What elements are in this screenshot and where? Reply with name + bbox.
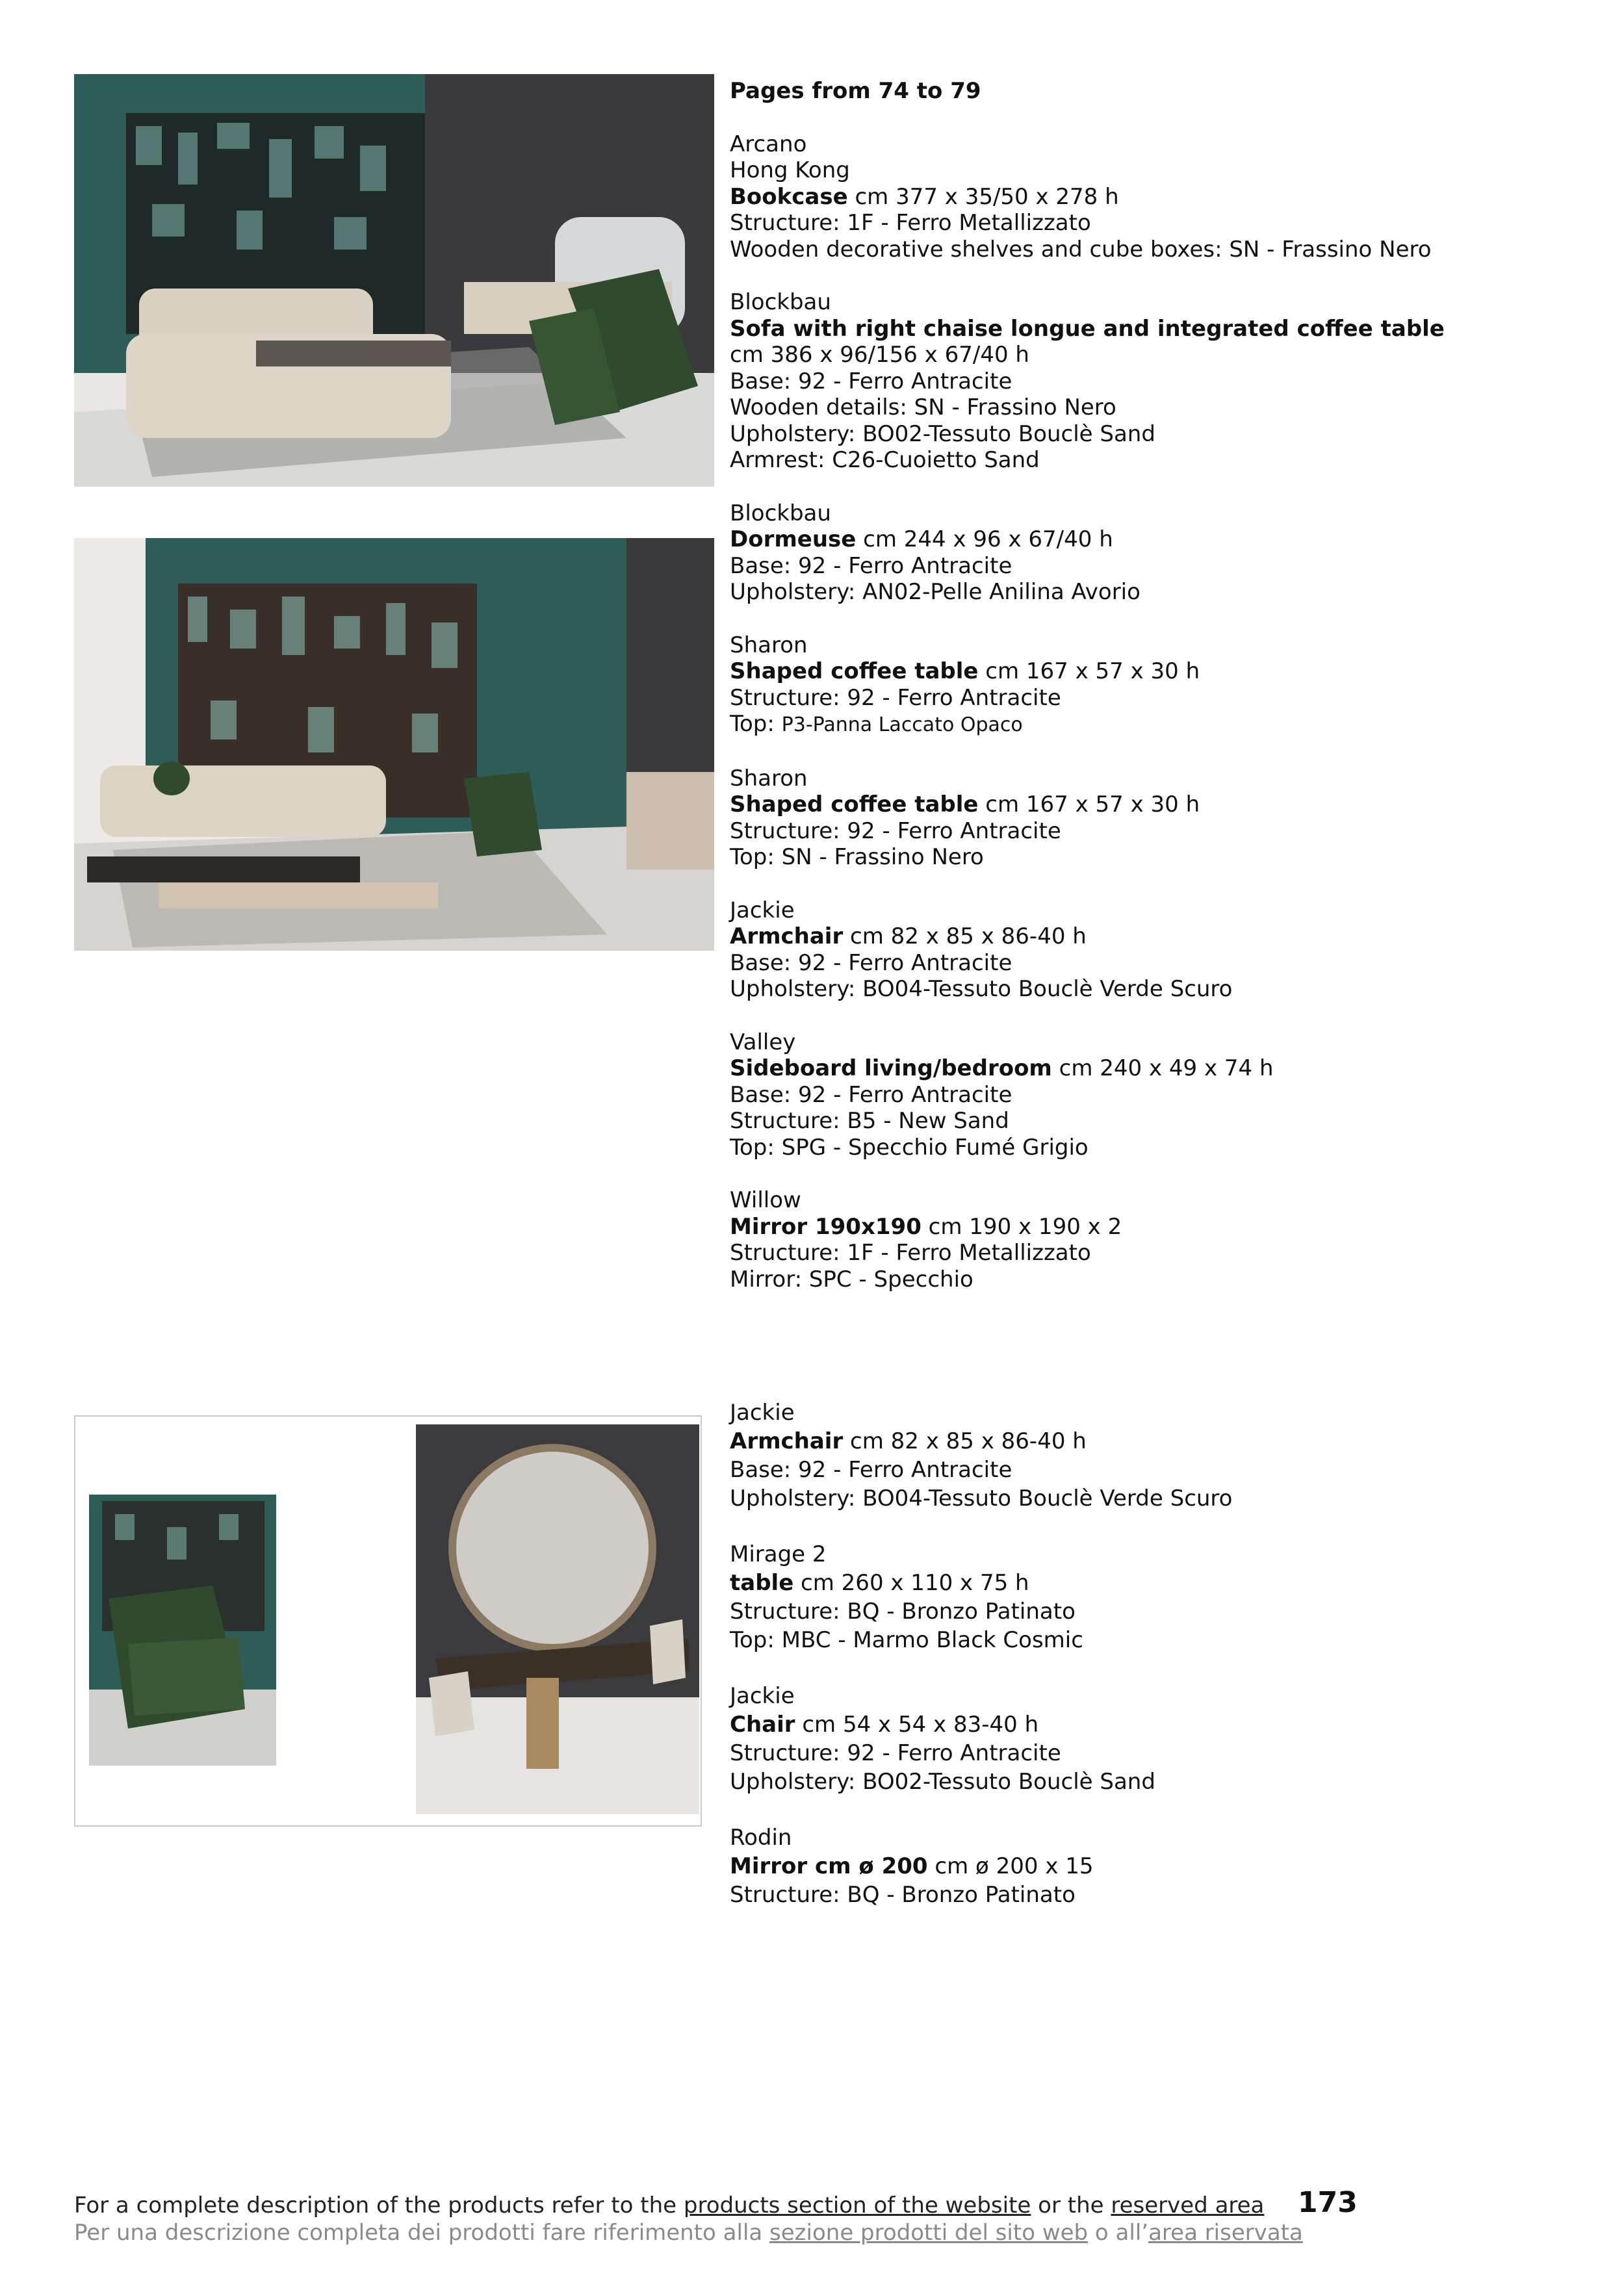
product-spec: Top: SPG - Specchio Fumé Grigio — [730, 1134, 1089, 1161]
text-column-1 — [730, 78, 1542, 1292]
photo-dining-table-mirror — [416, 1424, 699, 1814]
product-entry-jackie-chair — [730, 1682, 1542, 1796]
product-name: Chair — [730, 1712, 795, 1738]
product-spec-value: P3-Panna Laccato Opaco — [781, 713, 1023, 736]
product-entry-blockbau-dormeuse — [730, 500, 1542, 606]
product-brand: Jackie — [730, 897, 795, 923]
product-name: Mirror 190x190 — [730, 1213, 922, 1240]
product-spec-label: Top: — [730, 711, 782, 737]
product-dimensions: cm 377 x 35/50 x 278 h — [847, 183, 1119, 210]
product-spec: Structure: 1F - Ferro Metallizzato — [730, 210, 1091, 236]
product-brand: Willow — [730, 1187, 801, 1213]
product-entry-willow — [730, 1187, 1542, 1292]
product-brand: Rodin — [730, 1825, 792, 1851]
product-spec: Armrest: C26-Cuoietto Sand — [730, 447, 1040, 473]
pages-header: Pages from 74 to 79 — [730, 78, 981, 104]
product-brand: Jackie — [730, 1400, 795, 1426]
text-column-2 — [730, 1398, 1542, 1909]
reserved-area-link[interactable]: reserved area — [1111, 2192, 1265, 2218]
product-entry-sharon-1 — [730, 632, 1542, 739]
product-entry-sharon-2 — [730, 765, 1542, 871]
product-spec: Base: 92 - Ferro Antracite — [730, 949, 1012, 976]
product-entry-rodin — [730, 1823, 1542, 1909]
product-spec: Structure: 1F - Ferro Metallizzato — [730, 1240, 1091, 1266]
product-dimensions: cm 240 x 49 x 74 h — [1051, 1055, 1274, 1081]
product-brand: Blockbau — [730, 289, 831, 315]
product-brand: Valley — [730, 1029, 796, 1055]
product-spec: Structure: 92 - Ferro Antracite — [730, 1740, 1061, 1766]
product-spec: Base: 92 - Ferro Antracite — [730, 1081, 1012, 1108]
area-riservata-link[interactable]: area riservata — [1148, 2220, 1303, 2246]
product-dimensions: cm 386 x 96/156 x 67/40 h — [730, 342, 1029, 368]
product-brand: Blockbau — [730, 500, 831, 526]
product-spec: Structure: 92 - Ferro Antracite — [730, 817, 1061, 844]
product-spec: Upholstery: BO04-Tessuto Bouclè Verde Scuro — [730, 1485, 1233, 1511]
product-entry-jackie-armchair — [730, 897, 1542, 1003]
photo-living-room-bookcase — [74, 74, 714, 487]
product-spec: Wooden details: SN - Frassino Nero — [730, 394, 1116, 420]
photo-armchair-detail — [89, 1495, 276, 1766]
product-dimensions: cm 260 x 110 x 75 h — [793, 1570, 1029, 1596]
product-spec: Top: MBC - Marmo Black Cosmic — [730, 1627, 1083, 1653]
product-name: Armchair — [730, 923, 844, 949]
product-brand: Arcano — [730, 131, 807, 157]
product-spec: Upholstery: AN02-Pelle Anilina Avorio — [730, 579, 1141, 605]
product-spec: Upholstery: BO04-Tessuto Bouclè Verde Scuro — [730, 976, 1233, 1002]
product-spec: Upholstery: BO02-Tessuto Bouclè Sand — [730, 1769, 1155, 1795]
product-spec: Structure: 92 - Ferro Antracite — [730, 684, 1061, 711]
product-spec: Base: 92 - Ferro Antracite — [730, 368, 1012, 394]
product-spec: Wooden decorative shelves and cube boxes: SN - Frassino Nero — [730, 236, 1432, 263]
product-dimensions: cm 82 x 85 x 86-40 h — [843, 1428, 1087, 1454]
product-name: Dormeuse — [730, 526, 857, 552]
product-spec: Base: 92 - Ferro Antracite — [730, 1457, 1012, 1483]
product-brand: Sharon — [730, 632, 808, 658]
product-name: Mirror cm ø 200 — [730, 1853, 928, 1879]
product-entry-valley — [730, 1029, 1542, 1161]
product-name: Sofa with right chaise longue and integrated coffee table — [730, 315, 1445, 342]
product-dimensions: cm 190 x 190 x 2 — [921, 1213, 1122, 1240]
product-brand: Sharon — [730, 765, 808, 791]
footer-italian: Per una descrizione completa dei prodotti fare riferimento alla sezione prodotti del sito web o all’area riservata — [74, 2220, 1303, 2246]
product-spec: Mirror: SPC - Specchio — [730, 1266, 973, 1292]
product-dimensions: cm 167 x 57 x 30 h — [978, 658, 1200, 684]
product-brand: Mirage 2 — [730, 1541, 827, 1567]
page-number: 173 — [1298, 2186, 1358, 2219]
product-brand: Jackie — [730, 1683, 795, 1709]
product-spec: Upholstery: BO02-Tessuto Bouclè Sand — [730, 420, 1155, 447]
product-spec: Structure: BQ - Bronzo Patinato — [730, 1882, 1076, 1908]
product-name: Shaped coffee table — [730, 658, 979, 684]
product-spec: Structure: BQ - Bronzo Patinato — [730, 1599, 1076, 1625]
product-name: Bookcase — [730, 183, 848, 210]
photo-living-room-dormeuse — [74, 538, 714, 951]
footer-english: For a complete description of the products refer to the products section of the website or the reserved area — [74, 2192, 1265, 2218]
product-dimensions: cm ø 200 x 15 — [927, 1853, 1094, 1879]
product-dimensions: cm 82 x 85 x 86-40 h — [843, 923, 1087, 949]
product-dimensions: cm 54 x 54 x 83-40 h — [795, 1712, 1039, 1738]
product-spec: Structure: B5 - New Sand — [730, 1108, 1009, 1134]
product-entry-mirage — [730, 1540, 1542, 1654]
product-name: table — [730, 1570, 794, 1596]
products-section-link[interactable]: products section of the website — [683, 2192, 1031, 2218]
product-entry-jackie-armchair-2 — [730, 1398, 1542, 1513]
product-dimensions: cm 244 x 96 x 67/40 h — [856, 526, 1113, 552]
product-entry-blockbau-sofa — [730, 289, 1542, 474]
product-name: Sideboard living/bedroom — [730, 1055, 1052, 1081]
product-name: Shaped coffee table — [730, 791, 979, 817]
product-name: Armchair — [730, 1428, 844, 1454]
product-subtitle: Hong Kong — [730, 157, 850, 183]
product-spec: Top: SN - Frassino Nero — [730, 844, 984, 870]
product-dimensions: cm 167 x 57 x 30 h — [978, 791, 1200, 817]
sezione-prodotti-link[interactable]: sezione prodotti del sito web — [769, 2220, 1089, 2246]
product-entry-arcano — [730, 131, 1542, 263]
product-spec: Base: 92 - Ferro Antracite — [730, 552, 1012, 579]
